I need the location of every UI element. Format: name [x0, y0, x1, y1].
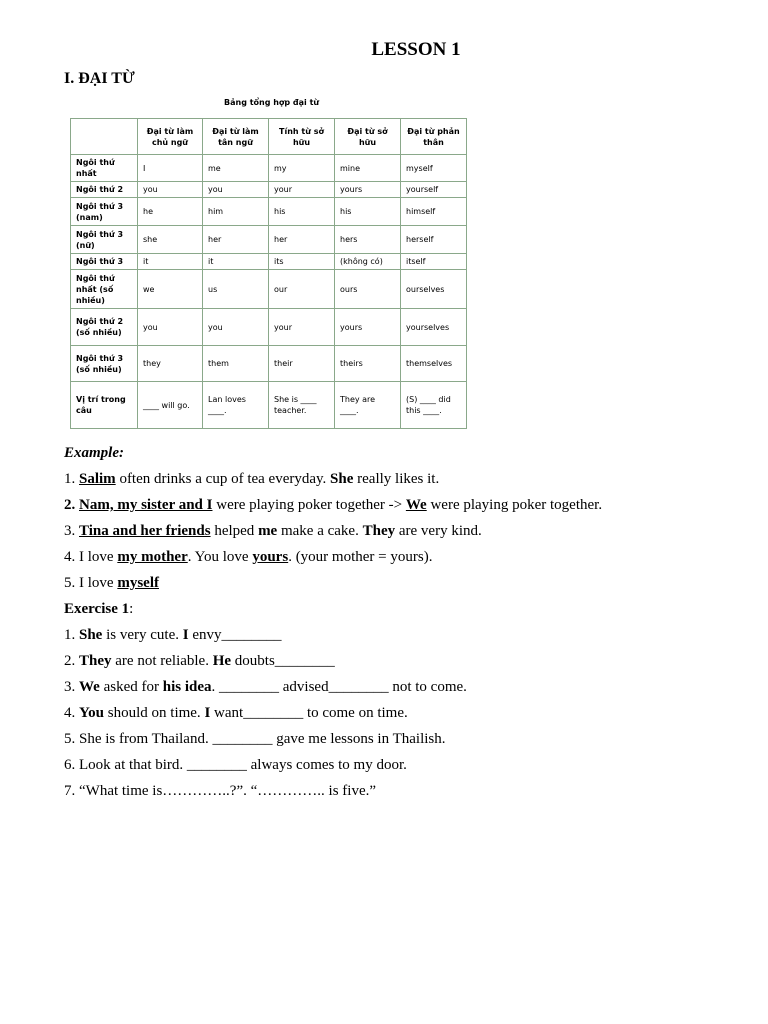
exercise-line: 3. We asked for his idea. ________ advised________ not to come.: [64, 679, 467, 695]
example-line: 4. I love my mother. You love yours. (your mother = yours).: [64, 549, 433, 565]
table-cell: your: [269, 182, 335, 198]
table-cell: yours: [335, 182, 401, 198]
table-header-cell: Đại từ làm tân ngữ: [203, 119, 269, 155]
row-label: Ngôi thứ 2: [71, 182, 138, 198]
table-cell: them: [203, 346, 269, 382]
table-cell: They are ____.: [335, 382, 401, 429]
table-cell: they: [138, 346, 203, 382]
row-label: Ngôi thứ 3 (số nhiều): [71, 346, 138, 382]
table-cell: she: [138, 226, 203, 254]
row-label: Ngôi thứ 3 (nữ): [71, 226, 138, 254]
table-cell: you: [138, 309, 203, 346]
row-label: Vị trí trong câu: [71, 382, 138, 429]
exercise-line: 2. They are not reliable. He doubts________: [64, 653, 335, 669]
table-row: [71, 270, 467, 309]
table-cell: She is ____ teacher.: [269, 382, 335, 429]
lesson-content: [64, 440, 744, 804]
table-cell: their: [269, 346, 335, 382]
table-cell: you: [138, 182, 203, 198]
table-cell: yourselves: [401, 309, 467, 346]
exercise-line: 1. She is very cute. I envy________: [64, 627, 282, 643]
exercise-heading: Exercise 1:: [64, 601, 134, 617]
table-cell: her: [203, 226, 269, 254]
table-cell: your: [269, 309, 335, 346]
table-cell: yourself: [401, 182, 467, 198]
table-row: [71, 346, 467, 382]
table-cell: him: [203, 198, 269, 226]
table-header-row: [71, 119, 467, 155]
table-cell: he: [138, 198, 203, 226]
table-row: [71, 182, 467, 198]
table-cell: you: [203, 309, 269, 346]
table-cell: theirs: [335, 346, 401, 382]
table-cell: it: [203, 254, 269, 270]
table-cell: his: [335, 198, 401, 226]
example-line: 2. Nam, my sister and I were playing poker together -> We were playing poker together.: [64, 497, 603, 513]
table-header-cell: Đại từ sở hữu: [335, 119, 401, 155]
table-cell: herself: [401, 226, 467, 254]
table-row: [71, 155, 467, 182]
row-label: Ngôi thứ nhất (số nhiều): [71, 270, 138, 309]
table-row: [71, 382, 467, 429]
row-label: Ngôi thứ nhất: [71, 155, 138, 182]
table-cell: ourselves: [401, 270, 467, 309]
table-cell: mine: [335, 155, 401, 182]
table-cell: you: [203, 182, 269, 198]
exercise-line: 7. “What time is…………..?”. “………….. is five.”: [64, 783, 377, 799]
table-cell: it: [138, 254, 203, 270]
table-cell: themselves: [401, 346, 467, 382]
table-cell: we: [138, 270, 203, 309]
table-header-cell: Đại từ phản thân: [401, 119, 467, 155]
table-cell: ours: [335, 270, 401, 309]
table-cell: me: [203, 155, 269, 182]
table-row: [71, 226, 467, 254]
table-cell: ____ will go.: [138, 382, 203, 429]
table-cell: Lan loves ____.: [203, 382, 269, 429]
table-cell: us: [203, 270, 269, 309]
table-row: [71, 309, 467, 346]
table-cell: himself: [401, 198, 467, 226]
page-title: LESSON 1: [371, 39, 461, 60]
table-cell: yours: [335, 309, 401, 346]
table-cell: her: [269, 226, 335, 254]
section-heading: I. ĐẠI TỪ: [64, 70, 135, 87]
table-cell: I: [138, 155, 203, 182]
table-row: [71, 198, 467, 226]
table-cell: our: [269, 270, 335, 309]
example-line: 5. I love myself: [64, 575, 159, 591]
table-header-cell: Tính từ sở hữu: [269, 119, 335, 155]
pronoun-table: [70, 118, 467, 429]
example-line: 3. Tina and her friends helped me make a cake. They are very kind.: [64, 523, 482, 539]
table-header-cell: Đại từ làm chủ ngữ: [138, 119, 203, 155]
table-row: [71, 254, 467, 270]
table-cell: hers: [335, 226, 401, 254]
example-heading: Example:: [64, 445, 124, 461]
table-cell: itself: [401, 254, 467, 270]
row-label: Ngôi thứ 2 (số nhiều): [71, 309, 138, 346]
table-header-cell: [71, 119, 138, 155]
row-label: Ngôi thứ 3 (nam): [71, 198, 138, 226]
exercise-line: 5. She is from Thailand. ________ gave me lessons in Thailish.: [64, 731, 446, 747]
exercise-line: 4. You should on time. I want________ to come on time.: [64, 705, 408, 721]
row-label: Ngôi thứ 3: [71, 254, 138, 270]
table-cell: his: [269, 198, 335, 226]
example-line: 1. Salim often drinks a cup of tea everyday. She really likes it.: [64, 471, 440, 487]
table-caption: Bảng tổng hợp đại từ: [224, 98, 320, 107]
table-cell: myself: [401, 155, 467, 182]
table-cell: its: [269, 254, 335, 270]
table-cell: my: [269, 155, 335, 182]
table-cell: (S) ____ did this ____.: [401, 382, 467, 429]
table-cell: (không có): [335, 254, 401, 270]
exercise-line: 6. Look at that bird. ________ always comes to my door.: [64, 757, 407, 773]
